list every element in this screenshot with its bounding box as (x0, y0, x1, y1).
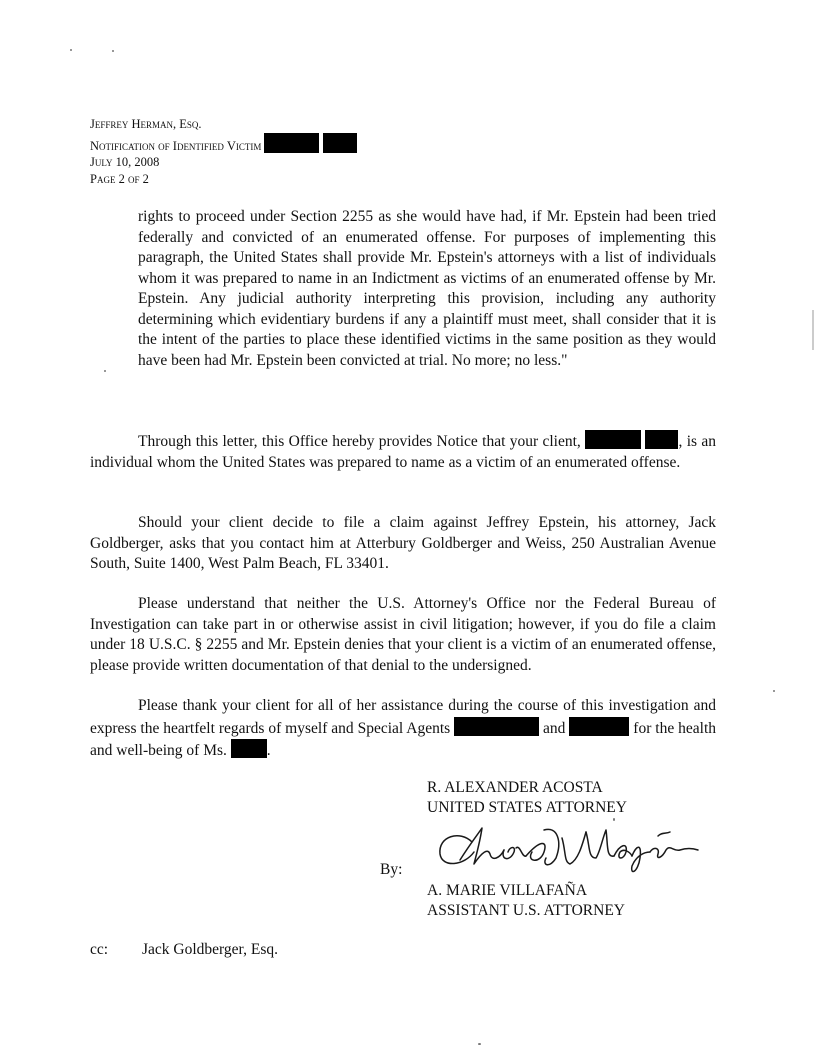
assistant-attorney-title: ASSISTANT U.S. ATTORNEY (427, 902, 625, 919)
scan-speck (104, 370, 106, 372)
civil-litigation-paragraph: Please understand that neither the U.S. Attorney's Office nor the Federal Bureau of Investigation can take part in or otherwise assist in civil litigation; however, if you do file a claim under 18 U.S.C. § 2255 and Mr. Epstein denies that your client is a victim of an enumerated offense, please provide written documentation of that denial to the undersigned. (90, 595, 716, 674)
redaction-box (645, 430, 678, 449)
redaction-box (569, 717, 629, 736)
us-attorney-block (427, 778, 627, 818)
scan-speck (70, 49, 72, 51)
quoted-agreement-paragraph: rights to proceed under Section 2255 as she would have had, if Mr. Epstein had been tried federally and convicted of an enumerated offense. For purposes of implementing this paragraph, the United States shall provide Mr. Epstein's attorneys with a list of individuals whom it was prepared to name in an Indictment as victims of an enumerated offense by Mr. Epstein. Any judicial authority interpreting this provision, including any authority determining which evidentiary burdens if any a plaintiff must meet, shall consider that it is the intent of the parties to place these identified victims in the same position as they would have been had Mr. Epstein been convicted at trial. No more; no less." (138, 208, 716, 369)
redaction-box (454, 717, 539, 736)
redaction-box (231, 739, 267, 758)
cc-line (90, 941, 278, 959)
notice-paragraph: Through this letter, this Office hereby provides Notice that your client, , is an individual whom the United States was prepared to name as a victim of an enumerated offense. (90, 430, 716, 473)
thanks-paragraph: Please thank your client for all of her assistance during the course of this investigation and express the heartfelt regards of myself and Special Agents and for the health and well-being of Ms. . (90, 697, 717, 759)
redaction-box (585, 430, 641, 449)
redaction-box (323, 133, 357, 153)
us-attorney-title: UNITED STATES ATTORNEY (427, 799, 627, 816)
scan-edge-mark (812, 310, 814, 350)
scan-speck (613, 818, 615, 821)
us-attorney-name: R. ALEXANDER ACOSTA (427, 779, 603, 796)
assistant-attorney-block (427, 881, 625, 921)
scan-speck (478, 1043, 481, 1045)
cc-label: cc: (90, 941, 109, 958)
recipient-name: Jeffrey Herman, Esq. (90, 117, 202, 131)
page-number: Page 2 of 2 (90, 171, 149, 186)
letter-header (90, 116, 357, 187)
cc-recipient: Jack Goldberger, Esq. (142, 941, 278, 958)
by-label: By: (380, 861, 403, 878)
handwritten-signature (430, 822, 700, 880)
scan-speck (773, 690, 775, 692)
claim-paragraph: Should your client decide to file a claim against Jeffrey Epstein, his attorney, Jack Goldberger, asks that you contact him at Atterbury Goldberger and Weiss, 250 Australian Avenue South, Suite 1400, West Palm Beach, FL 33401. (90, 514, 716, 572)
assistant-attorney-name: A. MARIE VILLAFAÑA (427, 882, 588, 899)
letter-subject: Notification of Identified Victim (90, 133, 357, 155)
redaction-box (264, 133, 319, 153)
scan-speck (112, 50, 114, 52)
letter-date: July 10, 2008 (90, 155, 160, 169)
